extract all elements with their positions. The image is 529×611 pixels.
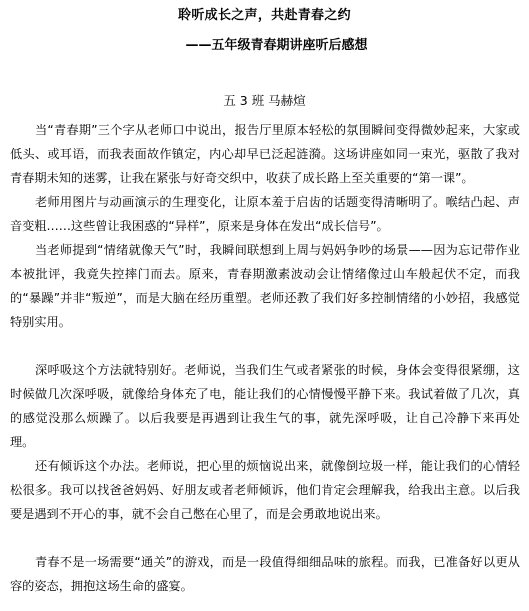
document-title: 聆听成长之声，共赴青春之约: [178, 8, 351, 23]
author-line: 五 3 班 马赫煊: [223, 93, 306, 108]
paragraph: 当“青春期”三个字从老师口中说出，报告厅里原本轻松的氛围瞬间变得微妙起来，大家或低头、或耳语，而我表面故作镇定，内心却早已泛起涟漪。这场讲座如同一束光，驱散了我对青春期未知的迷雾，让我在紧张与好奇交织中，收获了成长路上至关重要的“第一课”。: [10, 123, 520, 185]
paragraph: 还有倾诉这个办法。老师说，把心里的烦恼说出来，就像倒垃圾一样，能让我们的心情轻松很多。我可以找爸爸妈妈、好朋友或者老师倾诉，他们肯定会理解我，给我出主意。以后我要是遇到不开心的事，就不会自己憋在心里了，而是会勇敢地说出来。: [10, 459, 520, 521]
document-subtitle: ——五年级青春期讲座听后感想: [185, 38, 368, 53]
paragraph: 当老师提到“情绪就像天气”时，我瞬间联想到上周与妈妈争吵的场景——因为忘记带作业本被批评，我竟失控摔门而去。原来，青春期激素波动会让情绪像过山车般起伏不定，而我的“暴躁”并非“叛逆”，而是大脑在经历重塑。老师还教了我们好多控制情绪的小妙招，我感觉特别实用。: [10, 243, 520, 329]
paragraph: 青春不是一场需要“通关”的游戏，而是一段值得细细品味的旅程。而我，已准备好以更从容的姿态，拥抱这场生命的盛宴。: [10, 555, 520, 593]
paragraph: 老师用图片与动画演示的生理变化，让原本羞于启齿的话题变得清晰明了。喉结凸起、声音变粗……这些曾让我困惑的“异样”，原来是身体在发出“成长信号”。: [10, 195, 520, 233]
paragraph: 深呼吸这个方法就特别好。老师说，当我们生气或者紧张的时候，身体会变得很紧绷，这时候做几次深呼吸，就像给身体充了电，能让我们的心情慢慢平静下来。我试着做了几次，真的感觉没那么烦躁了。以后我要是再遇到让我生气的事，就先深呼吸，让自己冷静下来再处理。: [10, 363, 520, 449]
